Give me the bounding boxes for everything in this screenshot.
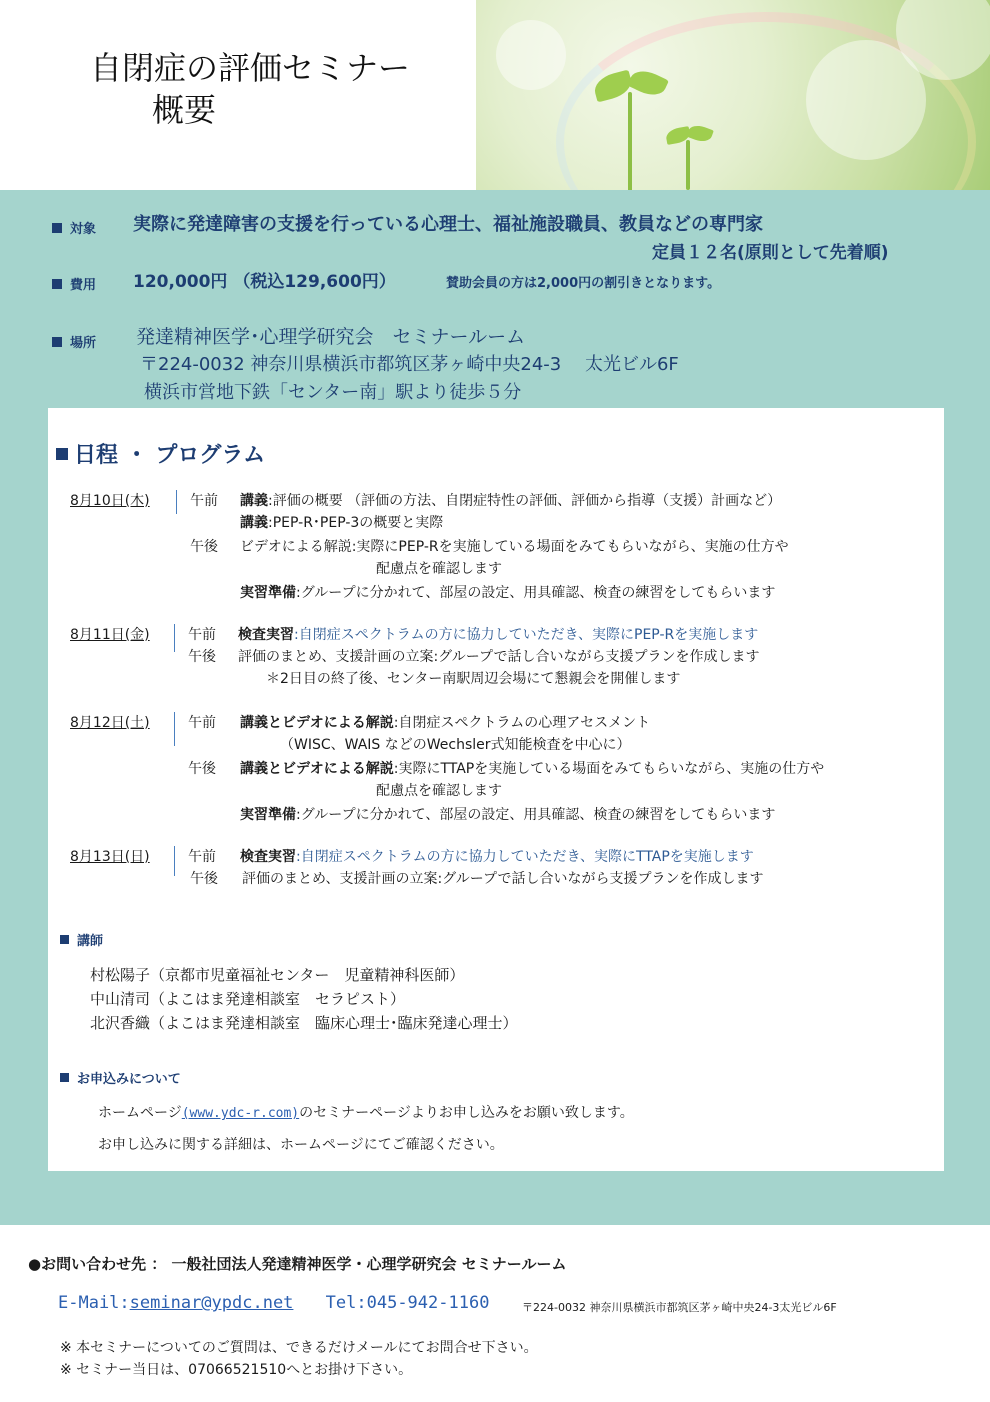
place-line1: 発達精神医学･心理学研究会 セミナールーム: [136, 326, 526, 348]
schedule-period: 午前: [188, 627, 216, 643]
sprout-stem: [686, 140, 690, 190]
schedule-head: 検査実習: [238, 627, 294, 643]
bullet-square-icon: [52, 279, 62, 289]
schedule-text: :グループに分かれて、部屋の設定、用具確認、検査の練習をしてもらいます: [296, 807, 776, 823]
schedule-head: 講義とビデオによる解説: [240, 715, 394, 731]
schedule-date: 8月13日(日): [70, 849, 150, 865]
divider: [174, 712, 175, 746]
schedule-day: [48, 624, 944, 694]
schedule-head: 検査実習: [240, 849, 296, 865]
schedule-text: :実際にTTAPを実施している場面をみてもらいながら、実施の仕方や: [393, 761, 825, 777]
email-link[interactable]: seminar@ypdc.net: [129, 1293, 294, 1313]
schedule-text: 評価のまとめ、支援計画の立案:グループで話し合いながら支援プランを作成します: [242, 871, 764, 887]
fee-value: 120,000円 （税込129,600円）: [133, 272, 396, 292]
schedule-text: ビデオによる解説:実際にPEP-Rを実施している場面をみてもらいながら、実施の仕方や: [240, 539, 789, 555]
divider: [176, 490, 177, 514]
header: [0, 0, 990, 190]
page-title: 自閉症の評価セミナー: [90, 49, 411, 87]
footer-note: ※ 本セミナーについてのご質問は、できるだけメールにてお問合せ下さい。: [60, 1340, 538, 1356]
target-label: 対象: [52, 218, 96, 237]
instructors-label: 講師: [60, 930, 103, 949]
instructor-item: 村松陽子（京都市児童福祉センター 児童精神科医師）: [90, 966, 465, 984]
schedule-period: 午前: [188, 849, 216, 865]
schedule-text: :自閉症スペクトラムの心理アセスメント: [393, 715, 651, 731]
schedule-text: 配慮点を確認します: [376, 783, 502, 799]
schedule-period: 午前: [188, 715, 216, 731]
schedule-period: 午後: [188, 761, 216, 777]
schedule-date: 8月12日(土): [70, 715, 150, 731]
bullet-square-icon: [60, 1073, 69, 1082]
bullet-square-icon: [52, 337, 62, 347]
hero-image: [476, 0, 990, 190]
place-label: 場所: [52, 332, 96, 351]
schedule-day: [48, 490, 944, 602]
divider: [174, 846, 175, 876]
page-subtitle: 概要: [152, 91, 217, 129]
schedule-date: 8月10日(木): [70, 493, 150, 509]
homepage-link[interactable]: (www.ydc-r.com): [181, 1106, 300, 1121]
footer-address: 〒224-0032 神奈川県横浜市都筑区茅ヶ崎中央24-3太光ビル6F: [522, 1301, 837, 1314]
schedule-text: :評価の概要 （評価の方法、自閉症特性の評価、評価から指導（支援）計画など）: [268, 493, 782, 509]
schedule-text: :自閉症スペクトラムの方に協力していただき、実際にTTAPを実施します: [296, 849, 754, 865]
contact-heading: ●お問い合わせ先 ： 一般社団法人発達精神医学・心理学研究会 セミナールーム: [28, 1255, 567, 1273]
fee-note: 賛助会員の方は2,000円の割引きとなります。: [446, 276, 721, 291]
bullet-square-icon: [52, 223, 62, 233]
place-line2: 〒224-0032 神奈川県横浜市都筑区茅ヶ崎中央24-3 太光ビル6F: [140, 354, 679, 375]
target-value: 実際に発達障害の支援を行っている心理士、福祉施設職員、教員などの専門家: [133, 214, 763, 235]
bullet-square-icon: [56, 448, 68, 460]
schedule-head: 講義: [240, 493, 268, 509]
place-line3: 横浜市営地下鉄「センター南」駅より徒歩５分: [144, 382, 522, 403]
schedule-head: 講義: [240, 515, 268, 531]
schedule-title: 日程 ・ プログラム: [56, 438, 265, 469]
schedule-text: :PEP-R･PEP-3の概要と実際: [268, 515, 444, 531]
schedule-panel: [48, 408, 944, 1171]
instructor-item: 北沢香織（よこはま発達相談室 臨床心理士･臨床発達心理士）: [90, 1014, 518, 1032]
schedule-text: 評価のまとめ、支援計画の立案:グループで話し合いながら支援プランを作成します: [238, 649, 760, 665]
schedule-text: （WISC、WAIS などのWechsler式知能検査を中心に）: [280, 737, 631, 753]
bokeh-decoration: [496, 20, 566, 90]
capacity-text: 定員１２名(原則として先着順): [652, 243, 889, 263]
schedule-date: 8月11日(金): [70, 627, 150, 643]
schedule-text: :自閉症スペクトラムの方に協力していただき、実際にPEP-Rを実施します: [294, 627, 759, 643]
schedule-text: :グループに分かれて、部屋の設定、用具確認、検査の練習をしてもらいます: [296, 585, 776, 601]
tel-text: Tel:045-942-1160: [325, 1293, 490, 1313]
contact-line: E-Mail:seminar@ypdc.net Tel:045-942-1160: [58, 1293, 490, 1313]
schedule-head: 実習準備: [240, 807, 296, 823]
schedule-day: [48, 846, 944, 894]
footer: [0, 1225, 990, 1402]
schedule-period: 午後: [190, 539, 218, 555]
instructor-item: 中山清司（よこはま発達相談室 セラピスト）: [90, 990, 406, 1008]
schedule-head: 実習準備: [240, 585, 296, 601]
sprout-stem: [628, 92, 632, 190]
schedule-day: [48, 712, 944, 824]
schedule-text: 配慮点を確認します: [376, 561, 502, 577]
apply-line1: ホームページ(www.ydc-r.com)のセミナーページよりお申し込みをお願い致します。: [98, 1105, 634, 1121]
schedule-period: 午前: [190, 493, 218, 509]
divider: [174, 624, 175, 652]
schedule-head: 講義とビデオによる解説: [240, 761, 394, 777]
bullet-square-icon: [60, 935, 69, 944]
apply-line2: お申し込みに関する詳細は、ホームページにてご確認ください。: [98, 1137, 504, 1153]
fee-label: 費用: [52, 274, 96, 293]
schedule-period: 午後: [190, 871, 218, 887]
schedule-period: 午後: [188, 649, 216, 665]
schedule-text: ＊2日目の終了後、センター南駅周辺会場にて懇親会を開催します: [266, 671, 681, 687]
footer-note: ※ セミナー当日は、07066521510へとお掛け下さい。: [60, 1362, 413, 1378]
apply-label: お申込みについて: [60, 1068, 181, 1087]
